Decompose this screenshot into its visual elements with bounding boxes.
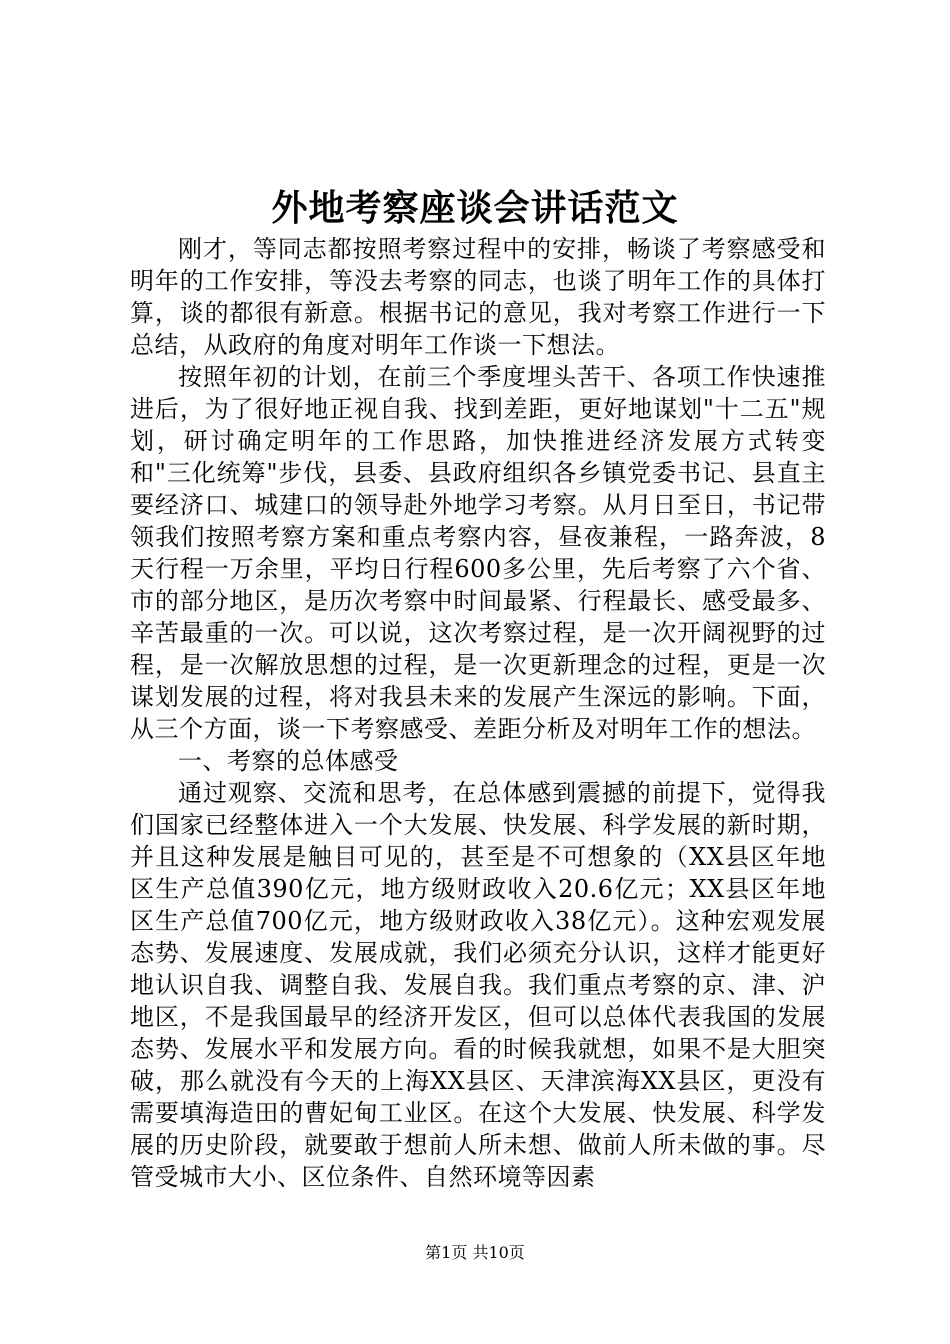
paragraph-impressions: 通过观察、交流和思考，在总体感到震撼的前提下，觉得我们国家已经整体进入一个大发展、快发展、科学发展的新时期，并且这种发展是触目可见的，甚至是不可想象的（XX县区年地区生产总值390亿元，地方级财政收入20.6亿元；XX县区年地区生产总值700亿元，地方级财政收入38亿元）。这种宏观发展态势、发展速度、发展成就，我们必须充分认识，这样才能更好地认识自我、调整自我、发展自我。我们重点考察的京、津、沪地区，不是我国最早的经济开发区，但可以总体代表我国的发展态势、发展水平和发展方向。看的时候我就想，如果不是大胆突破，那么就没有今天的上海XX县区、天津滨海XX县区，更没有需要填海造田的曹妃甸工业区。在这个大发展、快发展、科学发展的历史阶段，就要敢于想前人所未想、做前人所未做的事。尽管受城市大小、区位条件、自然环境等因素 <box>130 779 826 1191</box>
section-heading: 一、考察的总体感受 <box>178 747 399 775</box>
page-number: 第1页 共10页 <box>425 1243 525 1262</box>
paragraph-background: 按照年初的计划，在前三个季度埋头苦干、各项工作快速推进后，为了很好地正视自我、找到差距，更好地谋划"十二五"规划，研讨确定明年的工作思路，加快推进经济发展方式转变和"三化统筹"步伐，县委、县政府组织各乡镇党委书记、县直主要经济口、城建口的领导赴外地学习考察。从月日至日，书记带领我们按照考察方案和重点考察内容，昼夜兼程，一路奔波，8天行程一万余里，平均日行程600多公里，先后考察了六个省、市的部分地区，是历次考察中时间最紧、行程最长、感受最多、辛苦最重的一次。可以说，这次考察过程，是一次开阔视野的过程，是一次解放思想的过程，是一次更新理念的过程，更是一次谋划发展的过程，将对我县未来的发展产生深远的影响。下面，从三个方面，谈一下考察感受、差距分析及对明年工作的想法。 <box>130 363 826 743</box>
paragraph-opening: 刚才，等同志都按照考察过程中的安排，畅谈了考察感受和明年的工作安排，等没去考察的同志，也谈了明年工作的具体打算，谈的都很有新意。根据书记的意见，我对考察工作进行一下总结，从政府的角度对明年工作谈一下想法。 <box>130 235 826 359</box>
document-body <box>130 233 826 1193</box>
page-title: 外地考察座谈会讲话范文 <box>271 187 679 229</box>
